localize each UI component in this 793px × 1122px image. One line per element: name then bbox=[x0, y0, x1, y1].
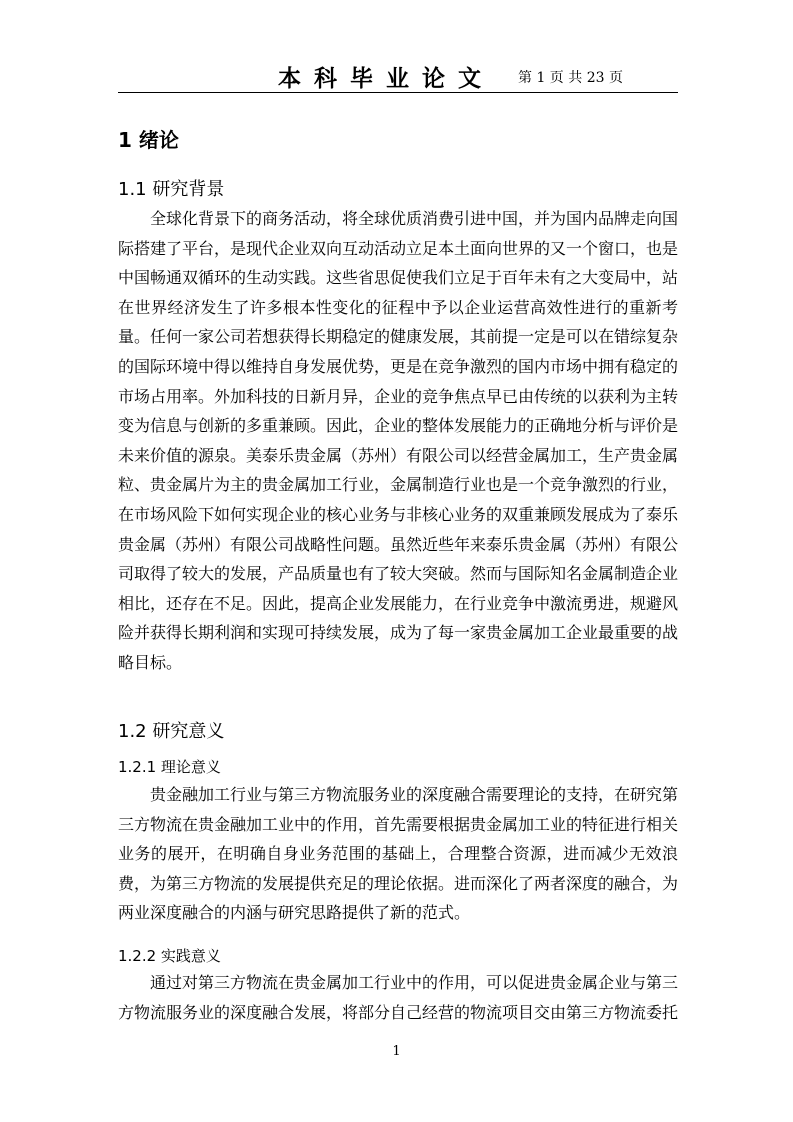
subsection-title-practical-significance: 1.2.2 实践意义 bbox=[118, 947, 221, 965]
page-number: 1 bbox=[392, 1044, 401, 1059]
research-background-paragraph: 全球化背景下的商务活动，将全球优质消费引进中国，并为国内品牌走向国际搭建了平台，是现代企业双向互动活动立足本土面向世界的又一个窗口，也是中国畅通双循环的生动实践。这些省思促使我们立足于百年未有之大变局中，站在世界经济发生了许多根本性变化的征程中予以企业运营高效性进行的重新考量。任何一家公司若想获得长期稳定的健康发展，其前提一定是可以在错综复杂的国际环境中得以维持自身发展优势，更是在竞争激烈的国内市场中拥有稳定的市场占用率。外加科技的日新月异，企业的竞争焦点早已由传统的以获利为主转变为信息与创新的多重兼顾。因此，企业的整体发展能力的正确地分析与评价是未来价值的源泉。美泰乐贵金属（苏州）有限公司以经营金属加工，生产贵金属粒、贵金属片为主的贵金属加工行业，金属制造行业也是一个竞争激烈的行业，在市场风险下如何实现企业的核心业务与非核心业务的双重兼顾发展成为了泰乐贵金属（苏州）有限公司战略性问题。虽然近些年来泰乐贵金属（苏州）有限公司取得了较大的发展，产品质量也有了较大突破。然而与国际知名金属制造企业相比，还存在不足。因此，提高企业发展能力，在行业竞争中激流勇进，规避风险并获得长期利润和实现可持续发展，成为了每一家贵金属加工企业最重要的战略目标。 bbox=[118, 209, 679, 672]
page-count-label: 第 1 页 共 23 页 bbox=[518, 70, 623, 86]
page-header bbox=[118, 58, 678, 94]
subsection-title-theoretical-significance: 1.2.1 理论意义 bbox=[118, 758, 221, 776]
section-title-research-background: 1.1 研究背景 bbox=[118, 179, 225, 200]
practical-significance-paragraph: 通过对第三方物流在贵金属加工行业中的作用，可以促进贵金属企业与第三方物流服务业的深度融合发展，将部分自己经营的物流项目交由第三方物流委托 bbox=[118, 973, 679, 1022]
chapter-title: 1 绪论 bbox=[118, 128, 179, 152]
thesis-header-title: 本科毕业论文 bbox=[278, 66, 494, 92]
theoretical-significance-paragraph: 贵金融加工行业与第三方物流服务业的深度融合需要理论的支持，在研究第三方物流在贵金融加工业中的作用，首先需要根据贵金属加工业的特征进行相关业务的展开，在明确自身业务范围的基础上，合理整合资源，进而减少无效浪费，为第三方物流的发展提供充足的理论依据。进而深化了两者深度的融合，为两业深度融合的内涵与研究思路提供了新的范式。 bbox=[118, 785, 679, 923]
section-title-research-significance: 1.2 研究意义 bbox=[118, 721, 225, 742]
header-divider bbox=[118, 92, 678, 93]
